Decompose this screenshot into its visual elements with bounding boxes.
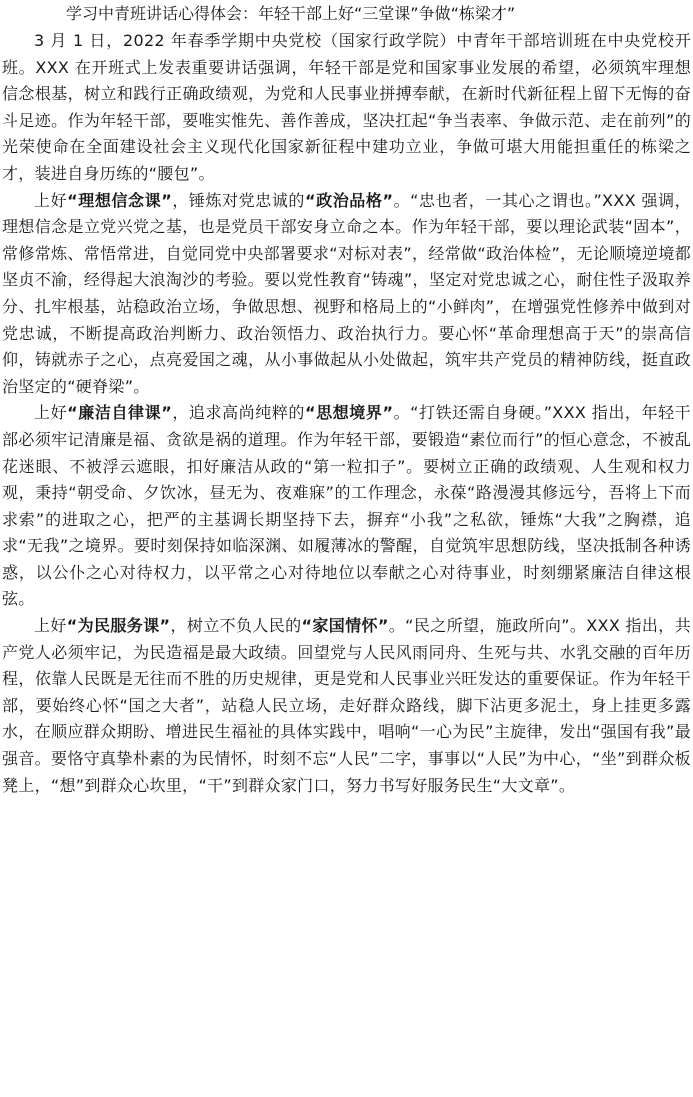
section-3-lead-a: 上好	[34, 616, 67, 636]
section-2-lead-a: 上好	[34, 403, 68, 423]
section-1-lead-a: 上好	[34, 190, 68, 210]
section-paragraph-1	[2, 188, 691, 401]
section-3-theme: “家国情怀”	[301, 616, 389, 636]
section-3-lead-b: ，树立不负人民的	[170, 616, 302, 636]
section-1-lead-b: ，锤炼对党忠诚的	[172, 190, 306, 210]
section-2-lead-b: ，追求高尚纯粹的	[172, 403, 306, 423]
section-1-heading: “理想信念课”	[67, 190, 173, 210]
section-3-heading: “为民服务课”	[66, 616, 171, 636]
section-1-body: 。“忠也者，一其心之谓也。”XXX 强调，理想信念是立党兴党之基，也是党员干部安身立命之本。作为年轻干部，要以理论武装“固本”，常修常炼、常悟常进，自觉同党中央部署要求“对标对表”，经常做“政治体检”，无论顺境逆境都坚贞不渝，经得起大浪淘沙的考验。要以党性教育“铸魂”，坚定对党忠诚之心，耐住性子汲取养分、扎牢根基，站稳政治立场，争做思想、视野和格局上的“小鲜肉”，在增强党性修养中做到对党忠诚，不断提高政治判断力、政治领悟力、政治执行力。要心怀“革命理想高于天”的崇高信仰，铸就赤子之心，点亮爱国之魂，从小事做起从小处做起，筑牢共产党员的精神防线，挺直政治坚定的“硬脊梁”。	[2, 190, 691, 396]
intro-paragraph: 3 月 1 日，2022 年春季学期中央党校（国家行政学院）中青年干部培训班在中央党校开班。XXX 在开班式上发表重要讲话强调，年轻干部是党和国家事业发展的希望，必须筑牢理想信念根基，树立和践行正确政绩观，为党和人民事业拼搏奉献，在新时代新征程上留下无悔的奋斗足迹。作为年轻干部，要唯实惟先、善作善成，坚决扛起“争当表率、争做示范、走在前列”的光荣使命在全面建设社会主义现代化国家新征程中建功立业，争做可堪大用能担重任的栋梁之才，装进自身历练的“腰包”。	[2, 31, 691, 183]
section-2-theme: “思想境界”	[305, 403, 394, 423]
section-paragraph-2	[2, 400, 691, 613]
section-3-body: 。“民之所望，施政所向”。XXX 指出，共产党人必须牢记，为民造福是最大政绩。回望党与人民风雨同舟、生死与共、水乳交融的百年历程，依靠人民既是无往而不胜的历史规律，更是党和人民事业兴旺发达的重要保证。作为年轻干部，要始终心怀“国之大者”，站稳人民立场，走好群众路线，脚下沾更多泥土，身上挂更多露水，在顺应群众期盼、增进民生福祉的具体实践中，唱响“一心为民”主旋律，发出“强国有我”最强音。要恪守真挚朴素的为民情怀，时刻不忘“人民”二字，事事以“人民”为中心，“坐”到群众板凳上，“想”到群众心坎里，“干”到群众家门口，努力书写好服务民生“大文章”。	[2, 616, 691, 795]
document-title: 学习中青班讲话心得体会：年轻干部上好“三堂课”争做“栋梁才”	[66, 4, 516, 23]
section-1-theme: “政治品格”	[305, 190, 394, 210]
section-2-heading: “廉洁自律课”	[67, 403, 173, 423]
section-paragraph-3	[2, 613, 691, 799]
section-2-body: 。“打铁还需自身硬。”XXX 指出，年轻干部必须牢记清廉是福、贪欲是祸的道理。作为年轻干部，要锻造“素位而行”的恒心意念，不被乱花迷眼、不被浮云遮眼，扣好廉洁从政的“第一粒扣子”。要树立正确的政绩观、人生观和权力观，秉持“朝受命、夕饮冰，昼无为、夜难寐”的工作理念，永葆“路漫漫其修远兮，吾将上下而求索”的进取之心，把严的主基调长期坚持下去，摒弃“小我”之私欲，锤炼“大我”之胸襟，追求“无我”之境界。要时刻保持如临深渊、如履薄冰的警醒，自觉筑牢思想防线，坚决抵制各种诱惑，以公仆之心对待权力，以平常之心对待地位以奉献之心对待事业，时刻绷紧廉洁自律这根弦。	[2, 403, 691, 609]
